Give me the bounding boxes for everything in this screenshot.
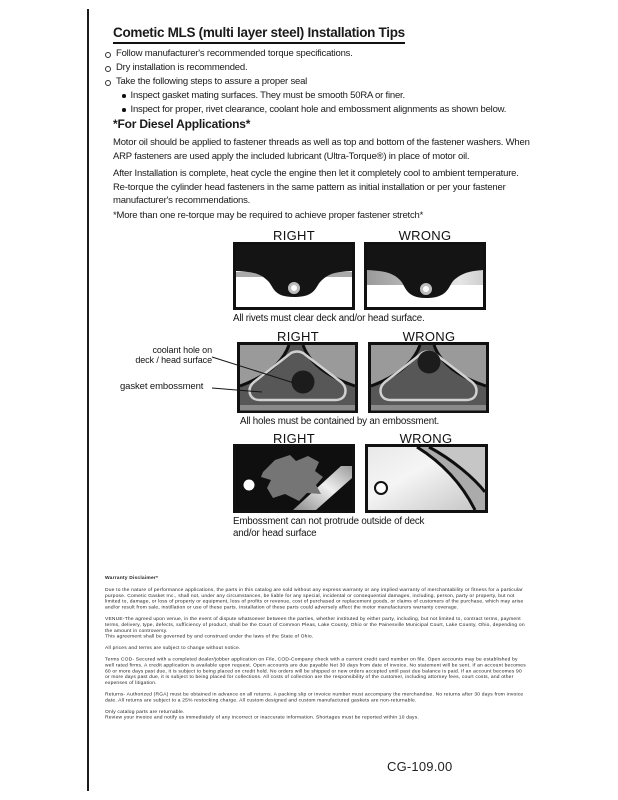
wrong-label-row1: WRONG bbox=[398, 228, 452, 243]
returns-paragraph: Returns- Authorized (RGA) must be obtained in advance on all returns. A packing slip or invoice number must accompany the merchandise. No returns after 30 days from invoice date. All returns are subject to a 25% restocking charge. All custom designed and custom manufactured gaskets are non-returnable. bbox=[105, 691, 524, 703]
diagram-protrusion-right bbox=[233, 444, 355, 513]
diagram-protrusion-wrong bbox=[365, 444, 488, 513]
legal-text: Only catalog parts are returnable. bbox=[105, 708, 185, 715]
legal-text: Review your invoice and notify us immediately of any incorrect or inaccurate information. Shortages must be reported within 10 days. bbox=[105, 714, 419, 721]
bolt-hole bbox=[244, 480, 255, 491]
right-label-row1: RIGHT bbox=[273, 228, 315, 243]
list-item-text: Follow manufacturer's recommended torque specifications. bbox=[116, 48, 353, 59]
diesel-paragraph-oil: Motor oil should be applied to fastener threads as well as top and bottom of the fastener washers. When ARP fasteners are used apply the included lubricant (Ultra-Torque®) in place of motor oil. bbox=[113, 137, 530, 162]
right-label-row2: RIGHT bbox=[277, 329, 319, 344]
warranty-paragraph: Due to the nature of performance applications, the parts in this catalog are sold without any express warranty or any implied warranty of merchantability or fitness for a particular purpose. Cometic Gasket Inc., shall not, under any circumstances, be liable for any special, incidental or consequential damages, including, person, party or property, but not limited to, damage, or loss of property or equipment, loss of profits or revenue, cost of purchased or replacement goods, or claims of customers of the purchase, which may arise and/or result from sale, instillation or use of these parts. Installation of these parts could adversely affect the motor manufacturers warranty coverage. bbox=[105, 586, 524, 611]
bolt-hole bbox=[375, 482, 387, 494]
diagram-embossment-right bbox=[237, 342, 358, 413]
protrusion-caption: Embossment can not protrude outside of deck and/or head surface bbox=[233, 516, 425, 539]
list-item bbox=[105, 89, 595, 103]
diagram-rivet-right bbox=[233, 242, 355, 310]
wrong-label-row3: WRONG bbox=[399, 431, 453, 446]
annotation-line: coolant hole on bbox=[152, 345, 212, 355]
prices-paragraph: All prices and terms are subject to change without notice. bbox=[105, 645, 241, 651]
filled-bullet-icon bbox=[122, 108, 126, 112]
rivet-hole bbox=[291, 285, 297, 291]
page-left-rule bbox=[87, 9, 89, 791]
venue-paragraph bbox=[105, 616, 528, 640]
open-bullet-icon bbox=[105, 52, 111, 58]
list-item-text: Dry installation is recommended. bbox=[116, 62, 248, 73]
rivet-caption: All rivets must clear deck and/or head surface. bbox=[233, 313, 425, 324]
coolant-hole-annotation bbox=[108, 345, 212, 365]
right-label-row3: RIGHT bbox=[273, 431, 315, 446]
embossment-caption: All holes must be contained by an embossment. bbox=[240, 416, 440, 427]
list-item bbox=[105, 75, 595, 89]
warranty-disclaimer-heading: Warranty Disclaimer* bbox=[105, 575, 159, 581]
gasket-embossment-annotation: gasket embossment bbox=[120, 381, 204, 392]
filled-bullet-icon bbox=[122, 94, 126, 98]
rivet-hole bbox=[423, 286, 429, 292]
terms-paragraph: Terms COD- Secured with a completed dealer/jobber application on File, COD-Company check with a current credit card number on file. Open accounts may be established by well rated firms. A credit application is available upon request. Open accounts are due payable Net 30 days from date of invoice. No statement will be sent. If an account becomes 60 or more days past due, it is subject to being placed on credit hold. No orders will be shipped or new orders accepted until past due balance is paid. If an account becomes 90 or more days past due, it is subject to being placed for collections. All costs of collection are the responsibility of the customer, including attorney fees, court costs, and other expenses of litigation. bbox=[105, 656, 526, 686]
legal-text: VENUE-The agreed upon venue, in the event of dispute whatsoever between the parties, whether instituted by either party, including, but not limited to, contract terms, payment terms, delivery, type, defects, sufficiency of product, shall be the Court of Common Pleas, Lake County, Ohio or the Painesville Municipal Court, Lake County, Ohio, depending on the amount in controversy. bbox=[105, 615, 525, 634]
retorque-note: *More than one re-torque may be required to achieve proper fastener stretch* bbox=[113, 210, 424, 221]
list-item-text: Take the following steps to assure a proper seal bbox=[116, 76, 308, 87]
wrong-label-row2: WRONG bbox=[402, 329, 456, 344]
open-bullet-icon bbox=[105, 80, 111, 86]
list-item-text: Inspect gasket mating surfaces. They must be smooth 50RA or finer. bbox=[130, 90, 405, 101]
list-item bbox=[105, 61, 595, 75]
diesel-paragraph-retorque: After Installation is complete, heat cycle the engine then let it completely cool to ambient temperature. Re-torque the cylinder head fasteners in the same pattern as initial installation or per your fastener manufacturer's recommendations. bbox=[113, 168, 519, 206]
legal-section bbox=[105, 575, 528, 755]
annotation-line: deck / head surface bbox=[135, 355, 212, 365]
deck-edge-band bbox=[371, 405, 486, 411]
installation-tips-list bbox=[105, 47, 595, 117]
page-title: Cometic MLS (multi layer steel) Installation Tips bbox=[113, 25, 405, 44]
document-code: CG-109.00 bbox=[387, 759, 453, 774]
diagram-embossment-wrong bbox=[368, 342, 489, 413]
returnable-paragraph bbox=[105, 709, 528, 721]
diesel-heading: *For Diesel Applications* bbox=[113, 117, 251, 131]
legal-text: This agreement shall be governed by and construed under the laws of the State of Ohio. bbox=[105, 633, 314, 640]
open-bullet-icon bbox=[105, 66, 111, 72]
list-item bbox=[105, 47, 595, 61]
deck-edge-band bbox=[240, 405, 355, 411]
diagram-rivet-wrong bbox=[364, 242, 486, 310]
list-item-text: Inspect for proper, rivet clearance, coolant hole and embossment alignments as shown below. bbox=[130, 104, 507, 115]
coolant-hole bbox=[418, 351, 441, 374]
coolant-hole bbox=[292, 371, 315, 394]
list-item bbox=[105, 103, 595, 117]
